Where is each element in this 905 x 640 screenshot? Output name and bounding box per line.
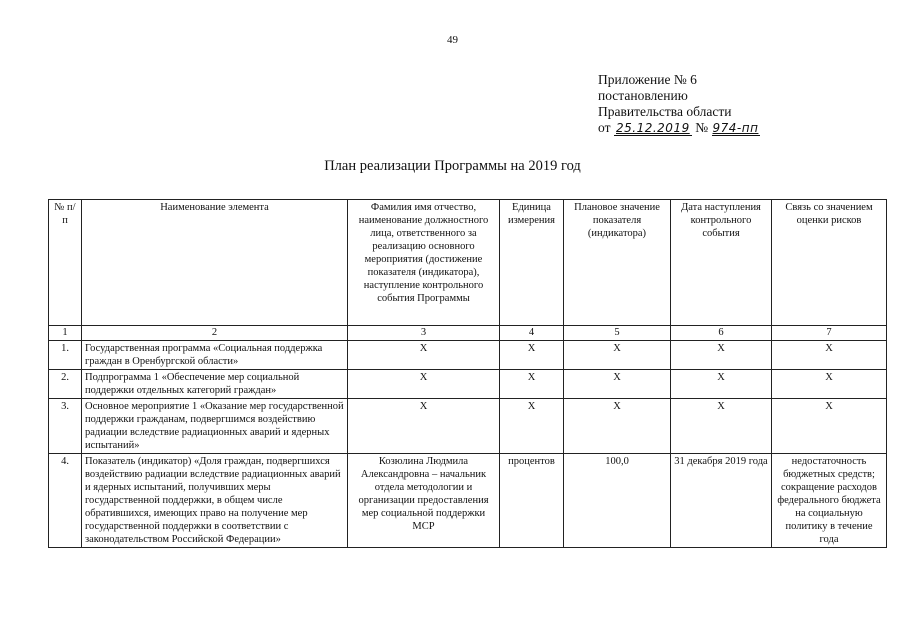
risk-cell: недостаточность бюджетных средств; сокращение расходов федерального бюджета на социальную политику в течение года	[772, 454, 887, 548]
table-row	[49, 341, 887, 370]
handwritten-date: 25.12.2019	[616, 121, 690, 135]
risk-cell: X	[772, 370, 887, 399]
column-number: 6	[671, 326, 772, 341]
column-number: 3	[348, 326, 500, 341]
header-num: № п/п	[49, 200, 82, 326]
page-number: 49	[447, 34, 458, 46]
plan-value-cell: X	[564, 399, 671, 454]
responsible-cell: X	[348, 370, 500, 399]
element-name: Основное мероприятие 1 «Оказание мер государственной поддержки гражданам, подвергшимся воздействию радиации вследствие радиационных аварий и ядерных испытаний»	[82, 399, 348, 454]
header-unit: Единица измерения	[500, 200, 564, 326]
header-row	[49, 200, 887, 326]
header-responsible: Фамилия имя отчество, наименование должностного лица, ответственного за реализацию основного мероприятия (достижение показателя (индикатора), наступление контрольного события Программы	[348, 200, 500, 326]
responsible-cell: Козюлина Людмила Александровна – начальник отдела методологии и организации предоставления мер социальной поддержки МСР	[348, 454, 500, 548]
date-cell: 31 декабря 2019 года	[671, 454, 772, 548]
column-number: 1	[49, 326, 82, 341]
appendix-date-line	[598, 120, 760, 136]
header-date: Дата наступления контрольного события	[671, 200, 772, 326]
column-number: 7	[772, 326, 887, 341]
plan-value-cell: X	[564, 370, 671, 399]
column-number: 5	[564, 326, 671, 341]
element-name: Подпрограмма 1 «Обеспечение мер социальной поддержки отдельных категорий граждан»	[82, 370, 348, 399]
risk-cell: X	[772, 399, 887, 454]
row-number: 1.	[49, 341, 82, 370]
header-plan-value: Плановое значение показателя (индикатора)	[564, 200, 671, 326]
row-number: 4.	[49, 454, 82, 548]
appendix-line-1: Приложение № 6	[598, 72, 697, 87]
row-number: 2.	[49, 370, 82, 399]
header-risk: Связь со значением оценки рисков	[772, 200, 887, 326]
appendix-line-2: постановлению	[598, 88, 688, 103]
date-cell: X	[671, 370, 772, 399]
element-name: Показатель (индикатор) «Доля граждан, подвергшихся воздействию радиации вследствие радиационных аварий и ядерных испытаний, получивших меры государственной поддержки, в общем числе обратившихся, имеющих право на получение мер государственной поддержки в соответствии с законодательством Российской Федерации»	[82, 454, 348, 548]
handwritten-number: 974-пп	[712, 121, 759, 135]
unit-cell: X	[500, 399, 564, 454]
row-number: 3.	[49, 399, 82, 454]
date-cell: X	[671, 341, 772, 370]
plan-table	[48, 199, 887, 548]
column-number: 4	[500, 326, 564, 341]
unit-cell: X	[500, 341, 564, 370]
unit-cell: процентов	[500, 454, 564, 548]
table-row	[49, 454, 887, 548]
unit-cell: X	[500, 370, 564, 399]
appendix-block	[598, 72, 760, 136]
date-cell: X	[671, 399, 772, 454]
plan-value-cell: X	[564, 341, 671, 370]
number-label: №	[695, 120, 709, 135]
responsible-cell: X	[348, 341, 500, 370]
column-number: 2	[82, 326, 348, 341]
element-name: Государственная программа «Социальная поддержка граждан в Оренбургской области»	[82, 341, 348, 370]
plan-value-cell: 100,0	[564, 454, 671, 548]
risk-cell: X	[772, 341, 887, 370]
appendix-line-3: Правительства области	[598, 104, 732, 119]
table-row	[49, 399, 887, 454]
column-numbers-row	[49, 326, 887, 341]
table-row	[49, 370, 887, 399]
from-label: от	[598, 120, 611, 135]
responsible-cell: X	[348, 399, 500, 454]
document-title: План реализации Программы на 2019 год	[324, 158, 581, 174]
header-name: Наименование элемента	[82, 200, 348, 326]
